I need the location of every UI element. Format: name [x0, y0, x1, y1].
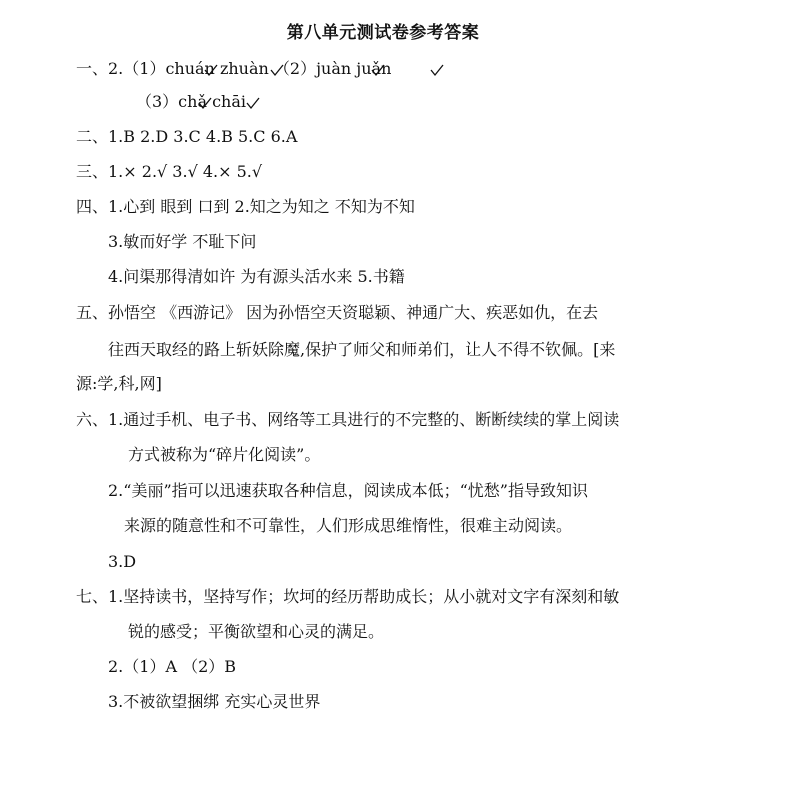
answer-section-6-line-3: 2.“美丽”指可以迅速获取各种信息，阅读成本低；“忧愁”指导致知识 [108, 481, 588, 500]
answer-section-3: 三、1.× 2.√ 3.√ 4.× 5.√ [76, 162, 263, 181]
answer-section-6-line-4: 来源的随意性和不可靠性，人们形成思维惰性，很难主动阅读。 [124, 516, 573, 535]
answer-section-4-line-1: 四、1.心到 眼到 口到 2.知之为知之 不知为不知 [76, 197, 415, 216]
answer-section-2: 二、1.B 2.D 3.C 4.B 5.C 6.A [76, 127, 298, 146]
answer-section-7-line-2: 锐的感受；平衡欲望和心灵的满足。 [128, 622, 385, 641]
page-title: 第八单元测试卷参考答案 [286, 23, 480, 43]
answer-section-5-line-1: 五、孙悟空 《西游记》 因为孙悟空天资聪颖、神通广大、疾恶如仇，在去 [76, 303, 599, 322]
answer-section-1-line-2: （3）chǎ chāi [136, 92, 246, 111]
check-mark-icon [198, 96, 212, 110]
answer-section-6-line-5: 3.D [108, 552, 137, 571]
check-mark-icon [371, 63, 385, 77]
answer-section-4-line-2: 3.敏而好学 不耻下问 [108, 232, 257, 251]
answer-section-5-line-2: 往西天取经的路上斩妖除魔,保护了师父和师弟们，让人不得不钦佩。[来 [108, 340, 616, 359]
answer-section-6-line-1: 六、1.通过手机、电子书、网络等工具进行的不完整的、断断续续的掌上阅读 [76, 410, 620, 429]
answer-section-5-line-3: 源:学,科,网] [76, 374, 162, 393]
check-mark-icon [270, 63, 284, 77]
answer-section-7-line-3: 2.（1）A （2）B [108, 657, 237, 676]
check-mark-icon [204, 63, 218, 77]
answer-section-6-line-2: 方式被称为“碎片化阅读”。 [128, 445, 321, 464]
answer-section-1-line-1: 一、2.（1）chuán zhuàn （2）juàn juǎn [76, 59, 392, 78]
answer-section-7-line-1: 七、1.坚持读书，坚持写作；坎坷的经历帮助成长；从小就对文字有深刻和敏 [76, 587, 620, 606]
answer-section-7-line-4: 3.不被欲望捆绑 充实心灵世界 [108, 692, 321, 711]
check-mark-icon [246, 96, 260, 110]
answer-section-4-line-3: 4.问渠那得清如许 为有源头活水来 5.书籍 [108, 267, 405, 286]
check-mark-icon [430, 63, 444, 77]
